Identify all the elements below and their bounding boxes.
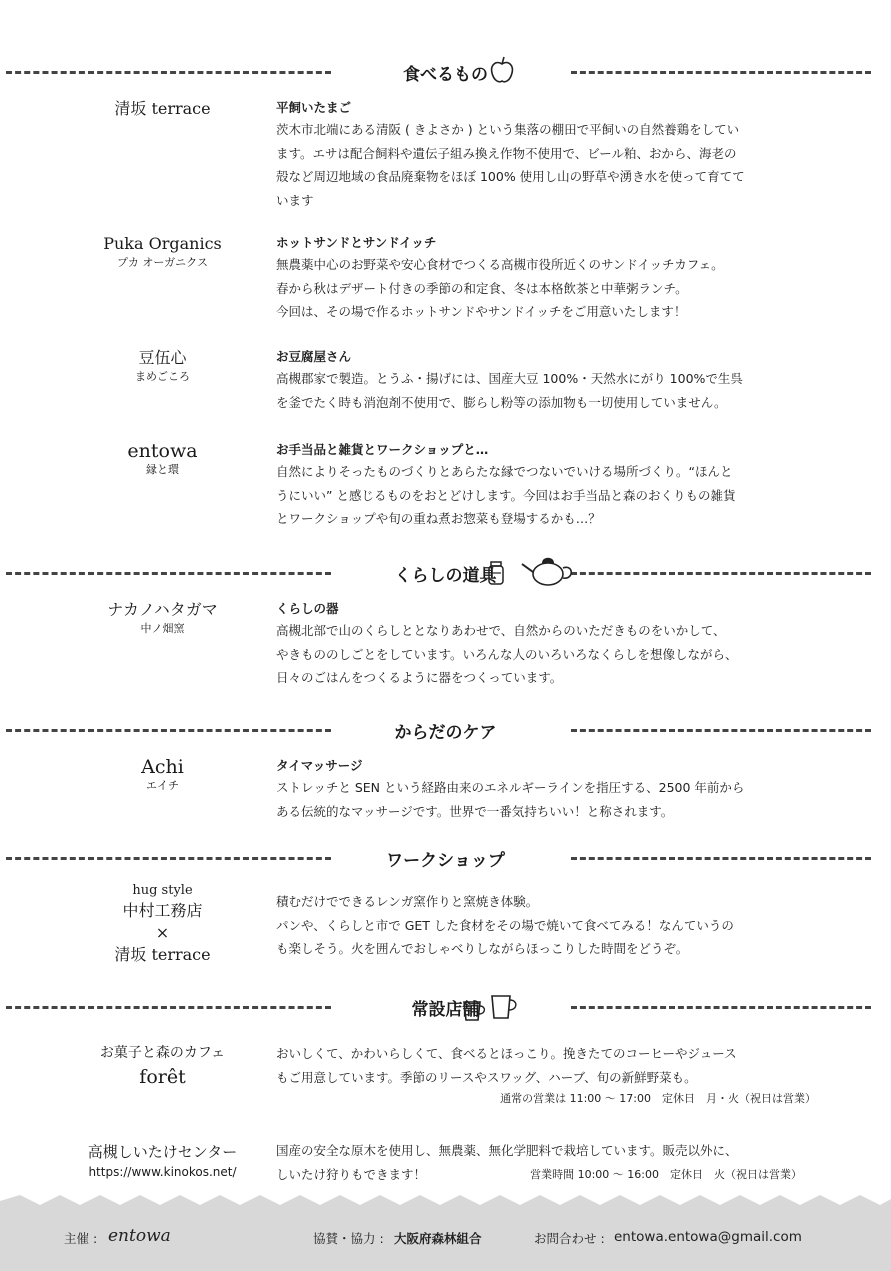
vendor-heading: お手当品と雑貨とワークショップと…	[276, 442, 489, 457]
teapot-icon	[520, 554, 578, 588]
business-hours: 通常の営業は 11:00 〜 17:00 定休日 月・火（祝日は営業）	[500, 1092, 816, 1105]
vendor-name: Achi	[141, 756, 184, 778]
vendor-desc-line: とワークショップや旬の重ね煮お惣菜も登場するかも…？	[276, 511, 601, 526]
vendor-desc-line: 国産の安全な原木を使用し、無農薬、無化学肥料で栽培しています。販売以外に、	[276, 1143, 738, 1158]
vendor-reading: まめごころ	[135, 370, 190, 383]
vendor-desc-line: 積むだけでできるレンガ窯作りと窯焼き体験。	[276, 894, 539, 909]
vendor-website-link[interactable]: https://www.kinokos.net/	[88, 1165, 237, 1179]
sponsor-label: 協賛・協力 :	[313, 1231, 384, 1246]
vendor-desc-line: おいしくて、かわいらしくて、食べるとほっこり。挽きたてのコーヒーやジュース	[276, 1046, 737, 1061]
host-label: 主催 :	[64, 1231, 98, 1246]
vendor-desc-line: 日々のごはんをつくるように器をつくっています。	[276, 670, 563, 685]
jar-icon	[485, 560, 507, 586]
vendor-name: 清坂 terrace	[114, 99, 211, 118]
vendor-name-line: ×	[155, 923, 170, 942]
vendor-name: entowa	[127, 440, 198, 462]
section-title-tools: くらしの道具	[387, 566, 505, 586]
vendor-desc-line: 今回は、その場で作るホットサンドやサンドイッチをご用意いたします！	[276, 304, 687, 319]
vendor-desc-line: います	[276, 192, 314, 208]
vendor-heading: くらしの器	[276, 601, 339, 616]
vendor-heading: タイマッサージ	[276, 758, 363, 773]
section-header-food	[0, 57, 891, 87]
section-title-care: からだのケア	[387, 723, 505, 743]
vendor-desc-line: 自然によりそったものづくりとあらたな縁でつないでいける場所づくり。“ほんと	[276, 464, 733, 479]
vendor-desc-line: しいたけ狩りもできます！	[276, 1166, 427, 1182]
section-header-workshop	[0, 843, 891, 873]
apple-icon	[487, 55, 517, 85]
section-header-permanent	[0, 992, 891, 1022]
vendor-desc-line: 春から秋はデザート付きの季節の和定食、冬は本格飲茶と中華粥ランチ。	[276, 280, 688, 296]
vendor-desc-line: パンや、くらしと市で GET した食材をその場で焼いて食べてみる！なんていうの	[276, 917, 734, 933]
section-header-care	[0, 715, 891, 745]
section-title-food: 食べるもの	[395, 65, 496, 85]
vendor-desc-line: 茨木市北端にある清阪 ( きよさか ) という集落の棚田で平飼いの自然養鶏をしてい	[276, 122, 740, 137]
vendor-desc-line: ある伝統的なマッサージです。世界で一番気持ちいい！と称されます。	[276, 803, 674, 819]
vendor-name-line: 中村工務店	[122, 901, 203, 920]
vendor-name-sub: forêt	[139, 1066, 186, 1088]
vendor-desc-line: ストレッチと SEN という経路由来のエネルギーラインを指圧する、2500 年前から	[276, 780, 745, 795]
vendor-heading: 平飼いたまご	[276, 100, 352, 115]
contact-label: お問合わせ :	[534, 1231, 605, 1246]
vendor-name-line: 清坂 terrace	[114, 945, 211, 964]
vendor-desc-line: を釜でたく時も消泡剤不使用で、膨らし粉等の添加物も一切使用していません。	[276, 394, 727, 410]
section-title-permanent: 常設店舗	[404, 1000, 488, 1020]
vendor-desc-line: 高槻北部で山のくらしととなりあわせで、自然からのいただきものをいかして、	[276, 623, 726, 638]
vendor-desc-line: うにいい” と感じるものをおとどけします。今回はお手当品と森のおくりもの雑貨	[276, 487, 736, 503]
vendor-desc-line: も楽しそう。火を囲んでおしゃべりしながらほっこりした時間をどうぞ。	[276, 941, 689, 956]
vendor-reading: 縁と環	[146, 463, 179, 476]
vendor-desc-line: 無農薬中心のお野菜や安心食材でつくる高槻市役所近くのサンドイッチカフェ。	[276, 257, 724, 272]
vendor-name: 豆伍心	[138, 348, 187, 367]
mugs-icon	[458, 992, 520, 1022]
business-hours: 営業時間 10:00 〜 16:00 定休日 火（祝日は営業）	[530, 1167, 802, 1181]
vendor-desc-line: やきもののしごとをしています。いろんな人のいろいろなくらしを想像しながら、	[276, 646, 738, 662]
section-header-tools	[0, 558, 891, 588]
vendor-name: お菓子と森のカフェ	[99, 1045, 226, 1061]
vendor-name: Puka Organics	[103, 234, 222, 253]
contact-email[interactable]: entowa.entowa@gmail.com	[614, 1229, 802, 1245]
section-title-workshop: ワークショップ	[378, 851, 513, 871]
vendor-reading: 中ノ畑窯	[140, 622, 185, 635]
vendor-reading: プカ オーガニクス	[116, 256, 209, 269]
sponsor-name: 大阪府森林組合	[394, 1231, 482, 1246]
vendor-desc-line: もご用意しています。季節のリースやスワッグ、ハーブ、旬の新鮮野菜も。	[276, 1069, 697, 1085]
vendor-name-line: hug style	[132, 883, 193, 898]
vendor-desc-line: ます。エサは配合飼料や遺伝子組み換え作物不使用で、ビール粕、おから、海老の	[276, 145, 737, 161]
host-logo: entowa	[108, 1226, 171, 1246]
vendor-heading: ホットサンドとサンドイッチ	[276, 235, 437, 250]
vendor-name: ナカノハタガマ	[107, 600, 218, 619]
vendor-desc-line: 高槻郡家で製造。とうふ・揚げには、国産大豆 100%・天然水にがり 100%で生呉	[276, 371, 743, 386]
vendor-desc-line: 殻など周辺地域の食品廃棄物をほぼ 100% 使用し山の野草や湧き水を使って育てて	[276, 169, 745, 184]
vendor-name: 高槻しいたけセンター	[87, 1143, 238, 1161]
vendor-heading: お豆腐屋さん	[276, 349, 352, 364]
footer-edge-decoration	[0, 1193, 891, 1209]
vendor-reading: エイチ	[146, 779, 179, 792]
footer	[0, 1207, 891, 1271]
